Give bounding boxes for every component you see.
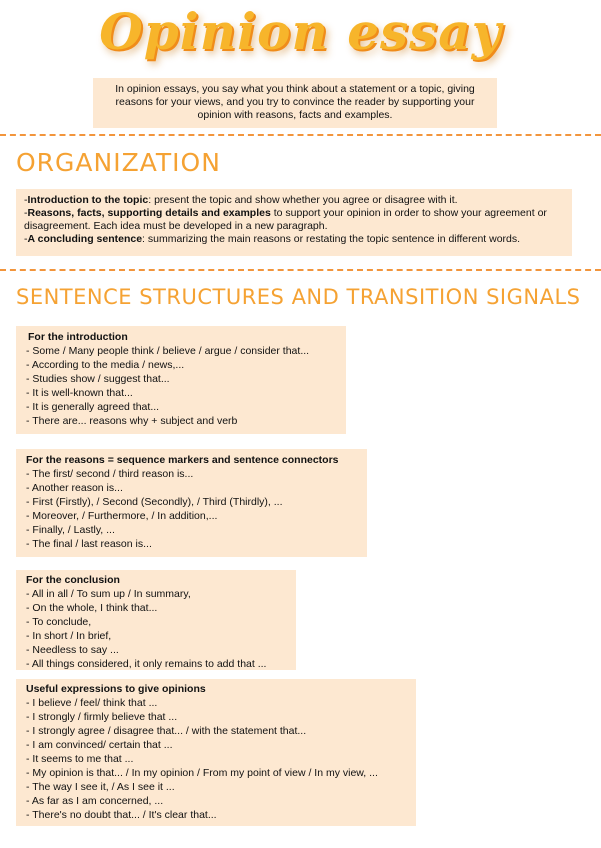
reasons-box <box>16 449 367 557</box>
intro-box <box>93 78 497 128</box>
list-item: - My opinion is that... / In my opinion / From my point of view / In my view, ... <box>26 767 378 779</box>
list-item: - I strongly / firmly believe that ... <box>26 711 178 723</box>
list-item: - Needless to say ... <box>26 644 119 656</box>
list-item: - There are... reasons why + subject and verb <box>26 415 238 427</box>
intro-line: In opinion essays, you say what you think about a statement or a topic, giving <box>115 83 475 95</box>
list-item: - I am convinced/ certain that ... <box>26 739 173 751</box>
list-item: - All in all / To sum up / In summary, <box>26 588 191 600</box>
list-item: - First (Firstly), / Second (Secondly), / Third (Thirdly), ... <box>26 496 283 508</box>
list-item: - The final / last reason is... <box>26 538 152 550</box>
list-item: - Moreover, / Furthermore, / In addition,... <box>26 510 218 522</box>
list-item: - Some / Many people think / believe / argue / consider that... <box>26 345 310 357</box>
section-title: Useful expressions to give opinions <box>26 683 206 695</box>
introduction-box <box>16 326 346 434</box>
list-item: - It is well-known that... <box>26 387 133 399</box>
sentence-structures-heading: SENTENCE STRUCTURES AND TRANSITION SIGNALS <box>16 285 581 309</box>
organization-box <box>16 189 572 256</box>
list-item: - Finally, / Lastly, ... <box>26 524 115 536</box>
section-title: For the conclusion <box>26 574 120 586</box>
list-item: - I believe / feel/ think that ... <box>26 697 158 709</box>
list-item: - In short / In brief, <box>26 630 112 642</box>
list-item: - It seems to me that ... <box>26 753 134 765</box>
list-item: - On the whole, I think that... <box>26 602 158 614</box>
organization-heading: ORGANIZATION <box>16 148 221 177</box>
list-item: - Another reason is... <box>26 482 123 494</box>
section-title: For the reasons = sequence markers and sentence connectors <box>26 454 339 466</box>
intro-line: opinion with reasons, facts and examples. <box>197 109 393 121</box>
organization-item: -Introduction to the topic: present the topic and show whether you agree or disagree with it. <box>24 194 458 206</box>
intro-line: reasons for your views, and you try to convince the reader by supporting your <box>115 96 475 108</box>
list-item: - Studies show / suggest that... <box>26 373 170 385</box>
list-item: - The first/ second / third reason is... <box>26 468 194 480</box>
list-item: - The way I see it, / As I see it ... <box>26 781 175 793</box>
list-item: - According to the media / news,... <box>26 359 185 371</box>
page-title: Opinion essay <box>99 2 502 61</box>
divider <box>0 269 601 271</box>
list-item: - As far as I am concerned, ... <box>26 795 164 807</box>
list-item: - All things considered, it only remains to add that ... <box>26 658 267 670</box>
list-item: - To conclude, <box>26 616 92 628</box>
list-item: - There's no doubt that... / It's clear that... <box>26 809 217 821</box>
divider <box>0 134 601 136</box>
conclusion-box <box>16 570 296 670</box>
list-item: - I strongly agree / disagree that... / with the statement that... <box>26 725 307 737</box>
section-title: For the introduction <box>28 331 128 343</box>
organization-item: -Reasons, facts, supporting details and examples to support your opinion in order to show your agreement or disagreement. Each idea must be developed in a new paragraph. <box>24 207 547 232</box>
list-item: - It is generally agreed that... <box>26 401 160 413</box>
organization-item: -A concluding sentence: summarizing the main reasons or restating the topic sentence in different words. <box>24 233 521 245</box>
opinion-expressions-box <box>16 679 416 826</box>
